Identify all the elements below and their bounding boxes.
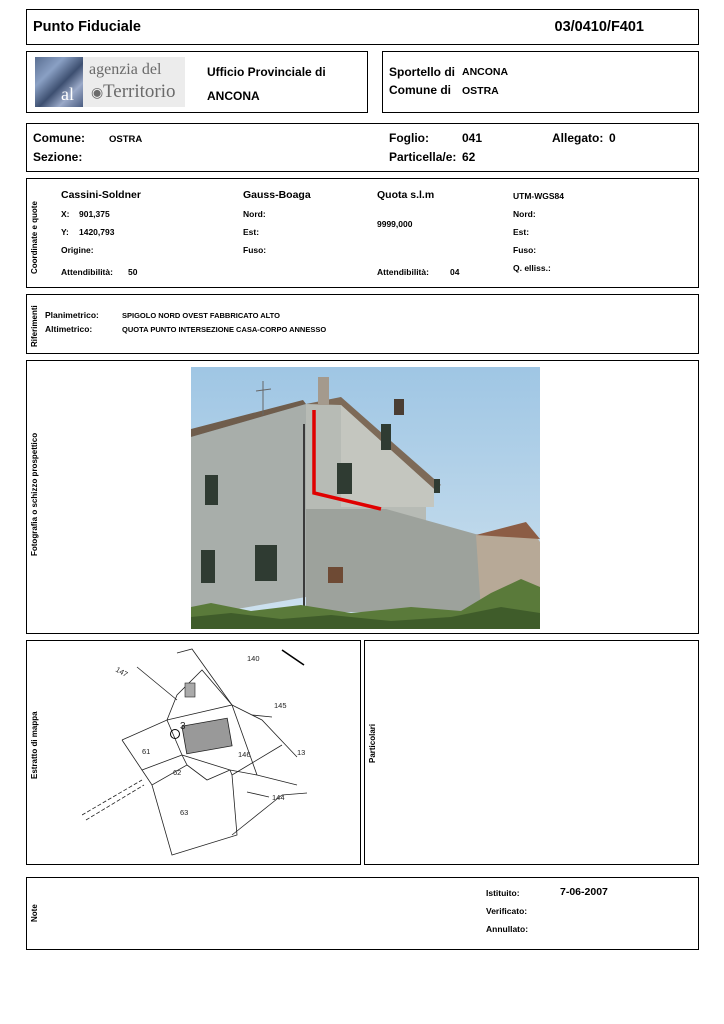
- particella-value: 62: [462, 150, 476, 164]
- building-photo: [191, 367, 540, 629]
- allegato-label: Allegato:: [552, 131, 604, 145]
- utm-title: UTM-WGS84: [513, 191, 564, 201]
- gauss-fuso-label: Fuso:: [243, 245, 267, 255]
- references-box: [26, 294, 699, 354]
- references-section-label: Riferimenti: [30, 305, 39, 347]
- utm-nord-label: Nord:: [513, 209, 536, 219]
- comune-di-value: OSTRA: [462, 85, 499, 97]
- sportello-box: [382, 51, 699, 113]
- utm-est-label: Est:: [513, 227, 530, 237]
- parcel-label: 145: [274, 701, 287, 710]
- quota-attend-value: 04: [450, 267, 460, 277]
- parcel-label: 147: [114, 664, 130, 679]
- comune-di-label: Comune di: [389, 83, 451, 97]
- photo-box: [26, 360, 699, 634]
- istituito-label: Istituito:: [486, 888, 520, 898]
- parcel-label: 63: [180, 808, 189, 817]
- logo-letters: al: [61, 84, 74, 104]
- gauss-est-label: Est:: [243, 227, 260, 237]
- utm-fuso-label: Fuso:: [513, 245, 537, 255]
- particolari-section-label: Particolari: [368, 723, 377, 763]
- cadastral-box: [26, 123, 699, 172]
- logo-mark: ◉: [91, 84, 104, 100]
- gauss-nord-label: Nord:: [243, 209, 266, 219]
- notes-box: [26, 877, 699, 950]
- cassini-x-value: 901,375: [79, 209, 110, 219]
- cadastral-map: [82, 645, 312, 860]
- cassini-attend-value: 50: [128, 267, 138, 277]
- allegato-value: 0: [609, 131, 616, 145]
- cassini-x-label: X:: [61, 209, 70, 219]
- particolari-box: [364, 640, 699, 865]
- verificato-label: Verificato:: [486, 906, 528, 916]
- photo-section-label: Fotografia o schizzo prospettico: [30, 432, 39, 556]
- sezione-label: Sezione:: [33, 150, 83, 164]
- planimetrico-label: Planimetrico:: [45, 310, 99, 320]
- annullato-label: Annullato:: [486, 924, 529, 934]
- logo-line2: Territorio: [103, 81, 176, 102]
- coordinates-section-label: Coordinate e quote: [30, 201, 39, 274]
- header-box: [26, 9, 699, 45]
- notes-section-label: Note: [30, 904, 39, 922]
- logo-image: [35, 57, 83, 107]
- quota-value: 9999,000: [377, 219, 413, 229]
- quota-title: Quota s.l.m: [377, 189, 435, 201]
- foglio-value: 041: [462, 131, 483, 145]
- parcel-label: 140: [247, 654, 260, 663]
- sportello-label: Sportello di: [389, 65, 455, 79]
- altimetrico-label: Altimetrico:: [45, 324, 93, 334]
- document-code: 03/0410/F401: [554, 19, 644, 35]
- cassini-attend-label: Attendibilità:: [61, 267, 113, 277]
- parcel-label: 144: [272, 793, 285, 802]
- cassini-origine-label: Origine:: [61, 245, 94, 255]
- sportello-value: ANCONA: [462, 66, 509, 78]
- foglio-label: Foglio:: [389, 131, 429, 145]
- parcel-label: 13: [297, 748, 306, 757]
- cassini-y-value: 1420,793: [79, 227, 115, 237]
- particella-label: Particella/e:: [389, 150, 457, 164]
- agency-logo: [35, 57, 185, 107]
- coordinates-box: [26, 178, 699, 288]
- map-section-label: Estratto di mappa: [30, 711, 39, 779]
- ufficio-value: ANCONA: [207, 89, 260, 103]
- comune-label: Comune:: [33, 131, 85, 145]
- parcel-label: 62: [173, 768, 182, 777]
- ufficio-label: Ufficio Provinciale di: [207, 65, 326, 79]
- parcel-label: 146: [238, 750, 251, 759]
- comune-value: OSTRA: [109, 134, 143, 145]
- gauss-title: Gauss-Boaga: [243, 189, 311, 201]
- parcel-label: 61: [142, 747, 151, 756]
- page-title: Punto Fiduciale: [33, 19, 141, 35]
- cassini-y-label: Y:: [61, 227, 69, 237]
- office-box: [26, 51, 368, 113]
- quota-attend-label: Attendibilità:: [377, 267, 429, 277]
- utm-elliss-label: Q. elliss.:: [513, 263, 551, 273]
- logo-line1: agenzia del: [89, 61, 162, 78]
- map-box: [26, 640, 361, 865]
- planimetrico-value: SPIGOLO NORD OVEST FABBRICATO ALTO: [122, 311, 280, 320]
- altimetrico-value: QUOTA PUNTO INTERSEZIONE CASA-CORPO ANNESSO: [122, 325, 327, 334]
- cassini-title: Cassini-Soldner: [61, 189, 141, 201]
- istituito-value: 7-06-2007: [560, 886, 608, 898]
- parcel-label: 3: [180, 721, 186, 732]
